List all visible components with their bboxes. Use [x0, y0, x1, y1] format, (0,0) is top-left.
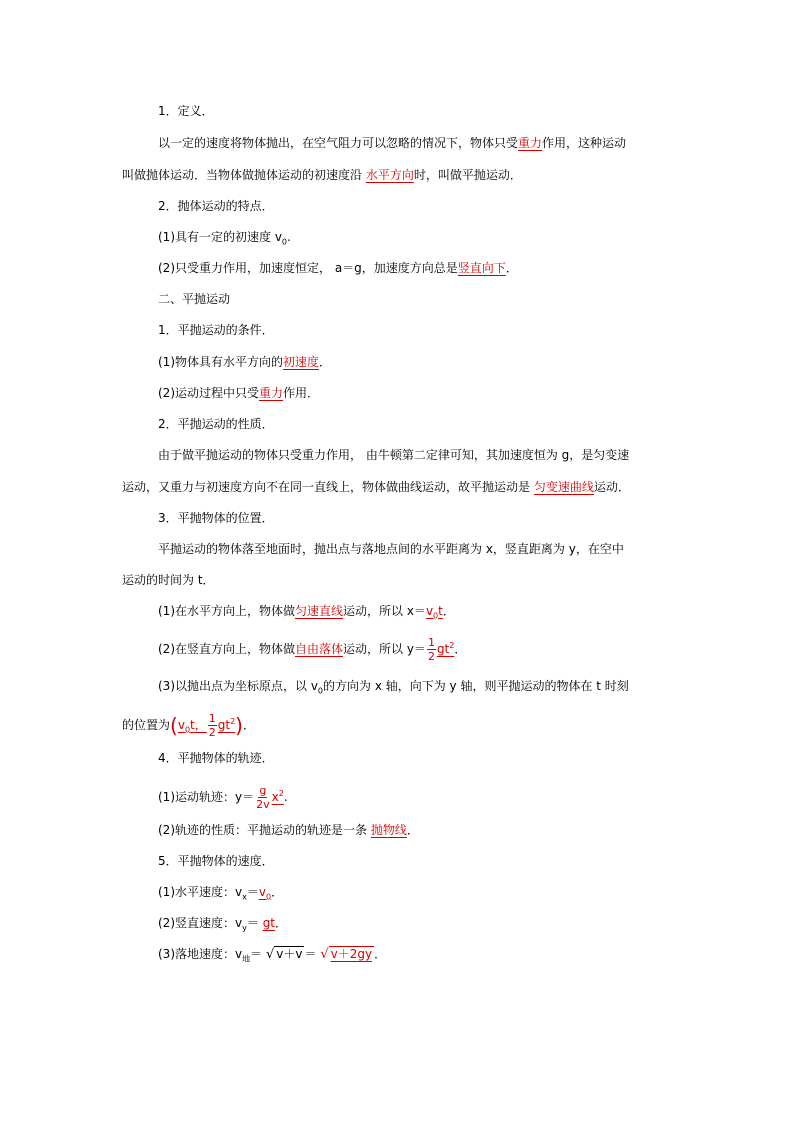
nature-line-2: 运动，又重力与初速度方向不在同一直线上，物体做曲线运动，故平抛运动是 匀变速曲线运动． [122, 480, 630, 494]
heading-projectile: 二、平抛运动 [158, 292, 231, 306]
answer-horizontal-direction: 水平方向 [365, 168, 414, 182]
trajectory-title: 4．平抛物体的轨迹． [158, 751, 274, 765]
answer-gravity: 重力 [518, 136, 543, 150]
feature-item-2: (2)只受重力作用，加速度恒定， a＝g，加速度方向总是竖直向下． [158, 261, 518, 275]
nature-line-1: 由于做平抛运动的物体只受重力作用， 由牛顿第二定律可知，其加速度恒为 g，是匀变速 [158, 448, 630, 462]
section-2-title: 2．抛体运动的特点． [158, 199, 274, 213]
answer-uniform-linear: 匀速直线 [295, 604, 344, 618]
answer-vy: gt [262, 916, 276, 930]
velocity-item-3: (3)落地速度：$v_地=$ √ v＋v ＝ √ v＋2gy ． [158, 947, 387, 964]
feature-item-1: (1)具有一定的初速度 $v_0$. [158, 230, 291, 247]
position-item-2: (2)在竖直方向上，物体做自由落体运动，所以 y＝ $\frac{1}{2}$ $gt^2$． [158, 636, 467, 663]
answer-gravity-2: 重力 [259, 386, 284, 400]
condition-item-2: (2)运动过程中只受重力作用． [158, 386, 320, 400]
fraction-g-over-2v: $\frac{g}{2v}$ [256, 784, 270, 811]
position-item-1: (1)在水平方向上，物体做匀速直线运动，所以 $x=v_0t$． [158, 604, 455, 621]
trajectory-item-1: (1)运动轨迹：y＝ $\frac{g}{2v}$ $x^2$. [158, 784, 288, 811]
answer-vx: $v_0$ [258, 885, 272, 902]
answer-position-x: $v_0t$， [177, 718, 207, 735]
answer-parabola: 抛物线 [370, 823, 407, 837]
sqrt-expression-1: √ v＋v [265, 947, 303, 962]
trajectory-item-2: (2)轨迹的性质：平抛运动的轨迹是一条 抛物线． [158, 823, 419, 837]
nature-title: 2．平抛运动的性质． [158, 417, 274, 431]
position-line-1: 平抛运动的物体落至地面时，抛出点与落地点间的水平距离为 x，竖直距离为 y，在空中 [158, 542, 624, 556]
definition-line-1: 以一定的速度将物体抛出，在空气阻力可以忽略的情况下，物体只受重力作用，这种运动 [158, 136, 627, 150]
position-line-2: 运动的时间为 t． [122, 573, 215, 587]
position-item-3-line-2: 的位置为($v_0t$， $\frac{1}{2}$ $gt^2$)． [122, 712, 255, 739]
section-1-title: 1．定义． [158, 104, 214, 118]
position-item-3-line-1: (3)以抛出点为坐标原点，以 $v_0$的方向为 x 轴，向下为 y 轴，则平抛运动的物体在 t 时刻 [158, 679, 629, 696]
answer-vertical-down: 竖直向下 [457, 261, 506, 275]
velocity-item-1: (1)水平速度：$v_x=v_0$． [158, 885, 284, 902]
velocity-item-2: (2)竖直速度：$v_y=$ gt． [158, 916, 288, 933]
answer-initial-velocity: 初速度 [283, 355, 320, 369]
answer-uniform-curve: 匀变速曲线 [533, 480, 594, 494]
condition-item-1: (1)物体具有水平方向的初速度． [158, 355, 332, 369]
fraction-one-half: $\frac{1}{2}$ [427, 636, 435, 663]
answer-x-formula: $v_0t$ [425, 604, 443, 621]
sqrt-expression-2: √ v＋2gy [320, 947, 373, 962]
position-title: 3．平抛物体的位置． [158, 511, 274, 525]
answer-free-fall: 自由落体 [295, 642, 344, 656]
velocity-title: 5．平抛物体的速度． [158, 854, 274, 868]
condition-title: 1．平抛运动的条件． [158, 323, 274, 337]
fraction-one-half-2: $\frac{1}{2}$ [208, 712, 216, 739]
definition-line-2: 叫做抛体运动．当物体做抛体运动的初速度沿 水平方向时，叫做平抛运动． [122, 168, 522, 182]
